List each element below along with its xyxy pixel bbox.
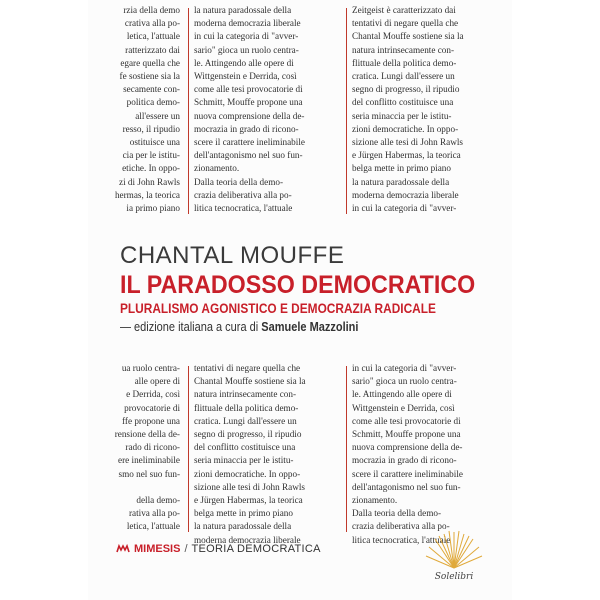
publisher-line	[116, 543, 321, 555]
bottom-column-right	[352, 362, 502, 545]
bottom-column-left	[96, 362, 180, 532]
bottom-column-middle-text: tentativi di negare quella che Chantal Mouffe sostiene sia la natura intrinsecamente con- flittuale della politica demo- cratica. Lungi dall'essere un segno di progresso, il ripudio del conflitto costituisce una seria minaccia per le istitu- zioni democratiche. In oppo- sizione alle tesi di John Rawls e Jürgen Habermas, la teorica belga mette in primo piano la natura paradossale della moderna democrazia liberale	[194, 363, 306, 545]
sun-rays-icon	[424, 528, 484, 572]
top-column-left-text: rzia della demo crativa alla po- letica, l'attuale ratterizzato dai egare quella che fe sostiene sia la secamente con- politica demo- all'essere un resso, il ripudio ostituisce una cia per le istitu- etiche. In oppo- zi di John Rawls hermas, la teorica ia primo piano	[114, 5, 180, 214]
top-column-middle	[194, 4, 334, 222]
top-column-left	[96, 4, 180, 222]
top-column-middle-text: la natura paradossale della moderna democrazia liberale in cui la categoria di "avver- sario" gioca un ruolo centra- le. Attingendo alle opere di Wittgenstein e Derrida, così come alle tesi provocatorie di Schmitt, Mouffe propone una nuova comprensione della de- mocrazia in grado di ricono- scere il carattere ineliminabile dell'antagonismo nel suo fun- zionamento. Dalla teoria della demo- crazia deliberativa alla po- litica tecnocratica, l'attuale	[194, 5, 305, 214]
edition-prefix: — edizione italiana a cura di	[120, 320, 259, 334]
bottom-rule-right	[346, 366, 347, 532]
imprint-name: Solelibri	[434, 572, 474, 582]
top-column-right-text: Zeitgeist è caratterizzato dai tentativi di negare quella che Chantal Mouffe sostiene sia la natura intrinsecamente con- flittuale della politica demo- cratica. Lungi dall'essere un segno di progresso, il ripudio del conflitto costituisce una seria minaccia per le istitu- zioni democratiche. In oppo- sizione alle tesi di John Rawls e Jürgen Habermas, la teorica belga mette in primo piano la natura paradossale della moderna democrazia liberale in cui la categoria di "avver-	[352, 5, 464, 214]
publisher-separator: /	[184, 543, 188, 555]
book-subtitle: PLURALISMO AGONISTICO E DEMOCRAZIA RADICALE	[120, 301, 436, 316]
bottom-column-left-text: ua ruolo centra- alle opere di e Derrida, così provocatorie di ffe propone una rensione della de- rado di ricono- ere ineliminabile smo nel suo fun- della demo- rativa alla po- letica, l'attuale	[114, 363, 180, 532]
book-title: IL PARADOSSO DEMOCRATICO	[120, 271, 476, 299]
top-rule-left	[188, 8, 189, 214]
book-author: CHANTAL MOUFFE	[120, 242, 345, 269]
series-name: TEORIA DEMOCRATICA	[191, 543, 321, 555]
top-column-right	[352, 4, 502, 222]
edition-line	[120, 318, 454, 336]
solelibri-logo	[424, 528, 484, 584]
bottom-column-right-text: in cui la categoria di "avver- sario" gioca un ruolo centra- le. Attingendo alle opere di Wittgenstein e Derrida, così come alle tesi provocatorie di Schmitt, Mouffe propone una nuova comprensione della de- mocrazia in grado di ricono- scere il carattere ineliminabile dell'antagonismo nel suo fun- zionamento. Dalla teoria della demo- crazia deliberativa alla po- litica tecnocratica, l'attuale	[352, 363, 463, 545]
bottom-column-middle	[194, 362, 334, 545]
publisher-name: MIMESIS	[134, 543, 181, 555]
top-rule-right	[346, 8, 347, 214]
editor-name: Samuele Mazzolini	[261, 320, 359, 334]
title-block	[120, 242, 500, 336]
bottom-rule-left	[188, 366, 189, 532]
mimesis-logo-icon	[116, 544, 130, 554]
